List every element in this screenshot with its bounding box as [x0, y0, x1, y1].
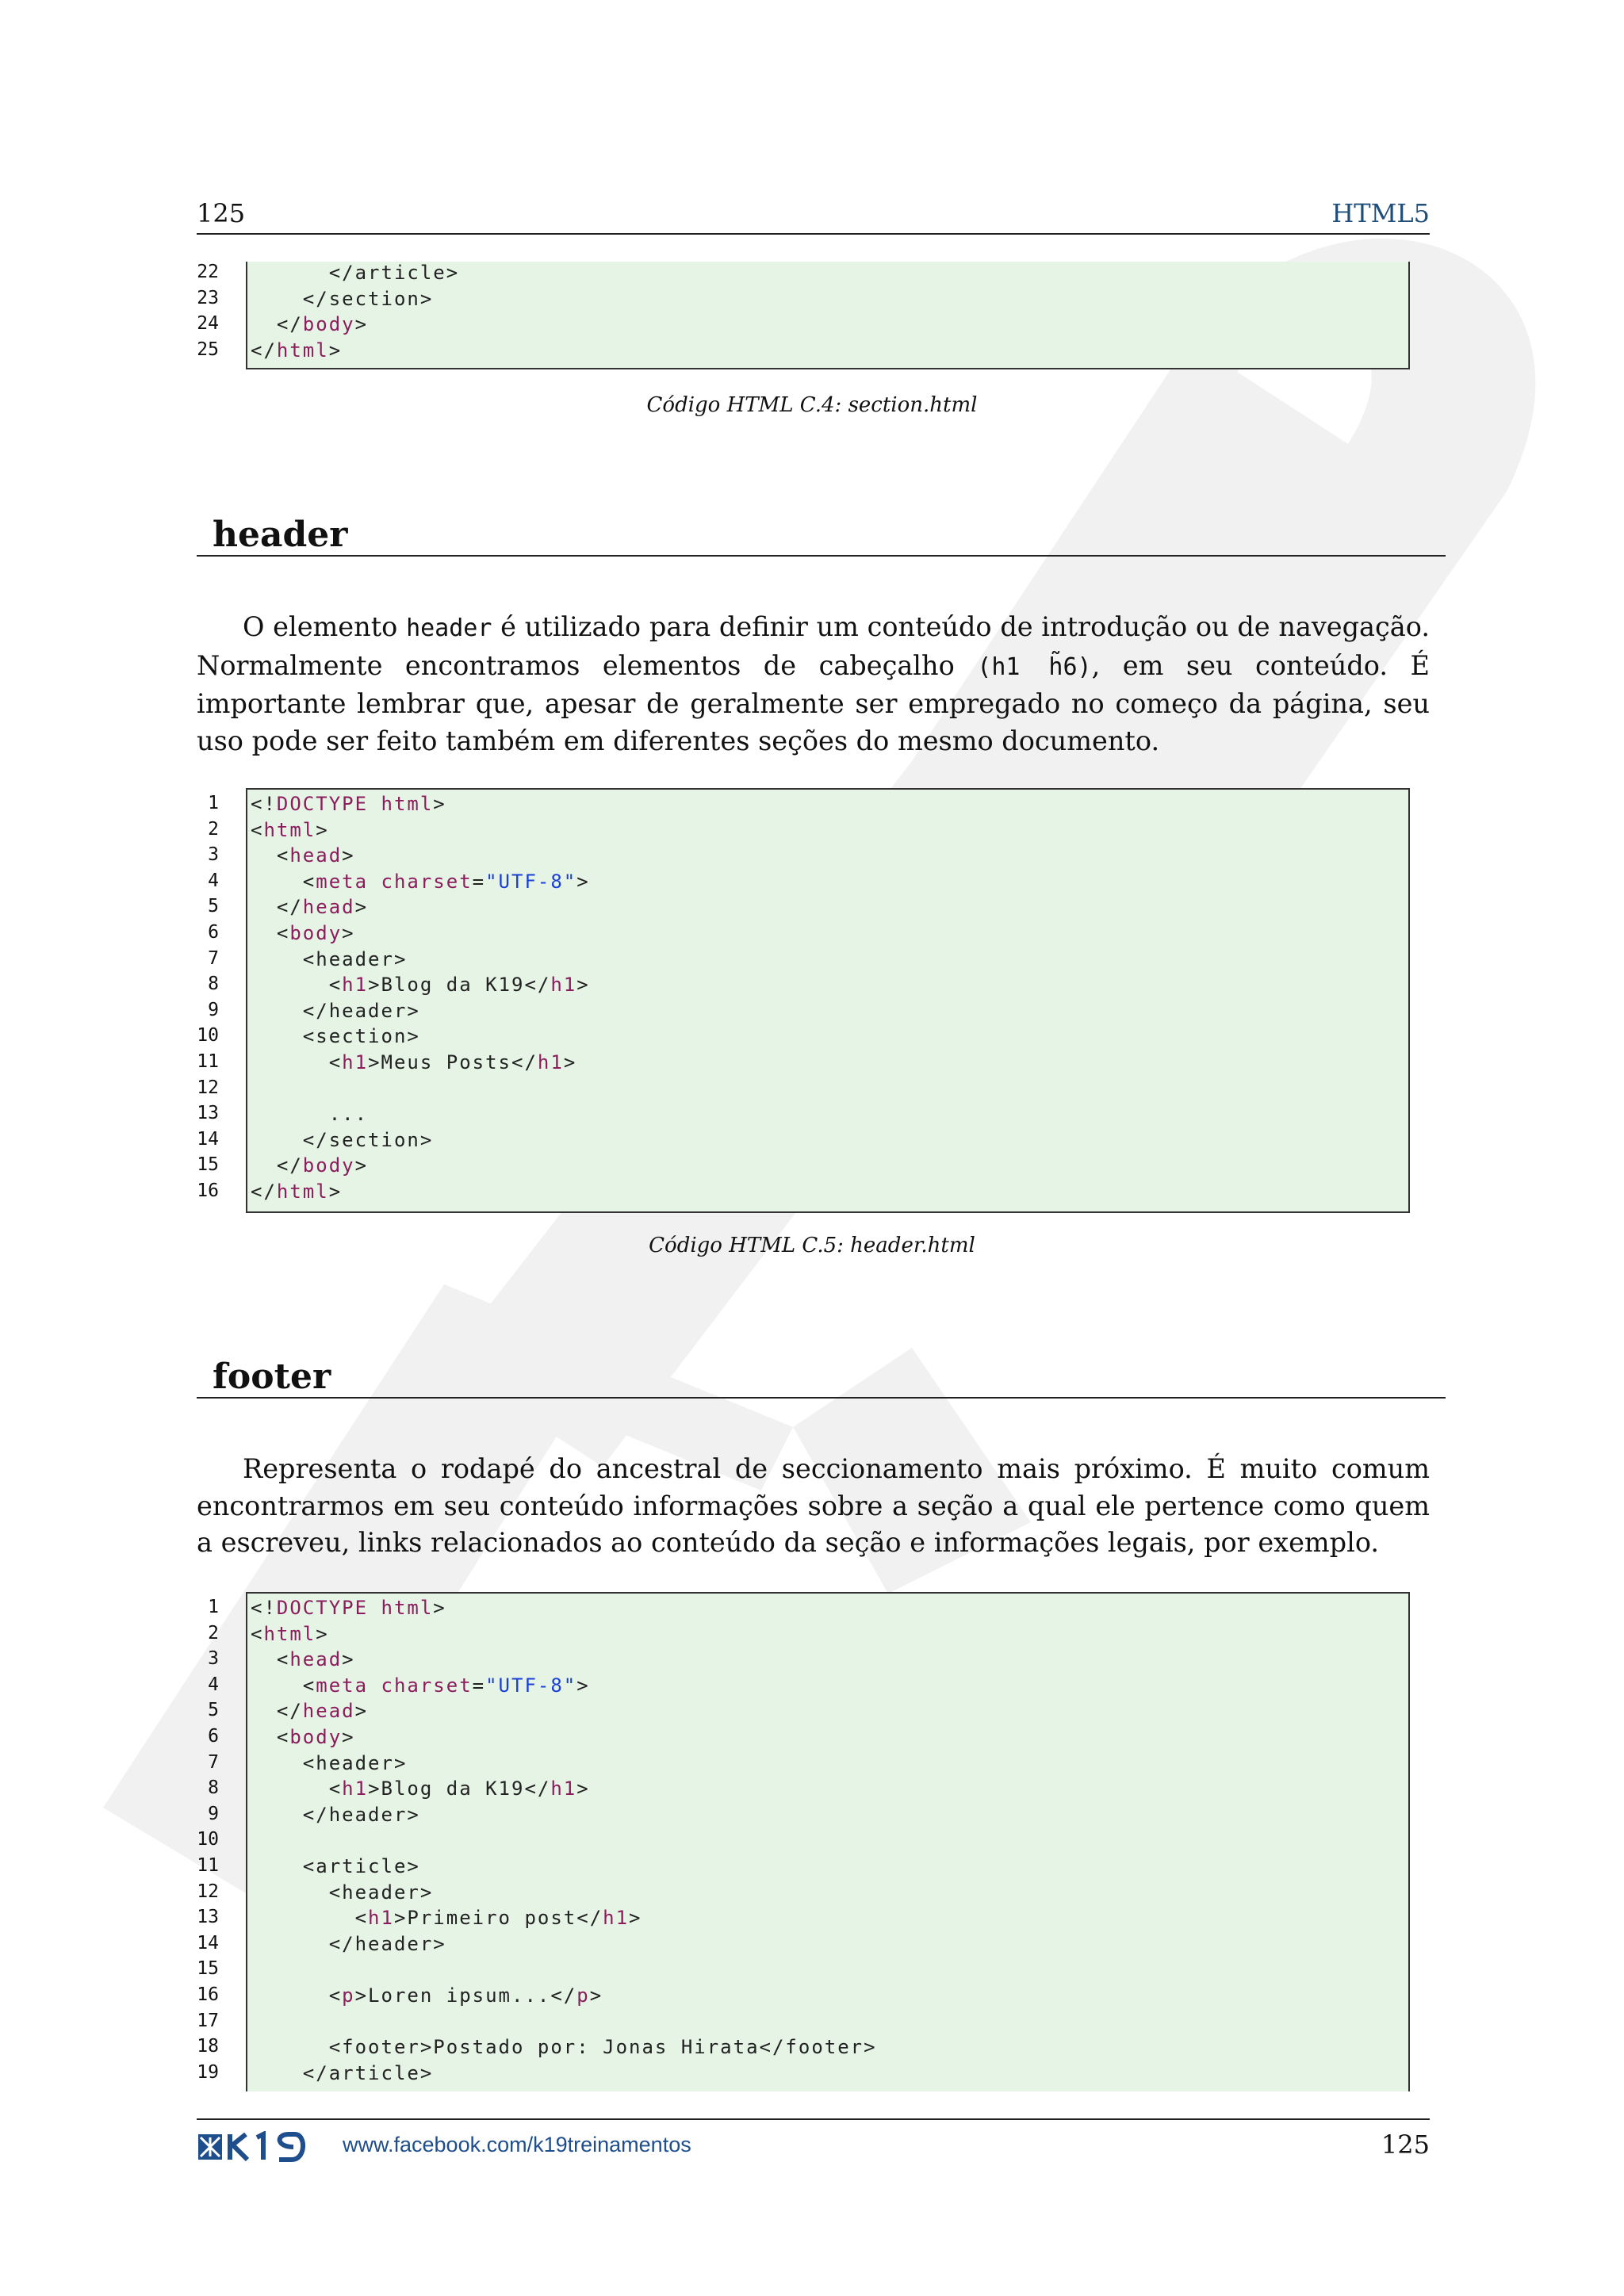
code-keyword: body	[302, 313, 355, 336]
code-plain: >	[576, 1777, 590, 1800]
code-keyword: head	[302, 896, 355, 919]
code-caption-header: Código HTML C.5: header.html	[649, 1234, 975, 1257]
code-text	[251, 819, 329, 841]
code-plain: >	[354, 896, 369, 919]
code-text	[251, 974, 590, 996]
line-number: 1	[208, 793, 219, 813]
code-line	[197, 1103, 1410, 1129]
code-plain: >	[576, 974, 590, 997]
code-plain: >	[328, 339, 343, 362]
code-text	[251, 1648, 355, 1670]
code-text	[251, 1726, 355, 1748]
para-text: Representa o rodapé do ancestral de seccionamento mais próximo. É muito comum encontrarmos em seu conteúdo informações sobre a seção a qual ele pertence como quem a escreveu, links relacionados ao conteúdo da seção e informações legais, por exemplo.	[197, 1453, 1430, 1558]
section-title-header	[197, 512, 1446, 557]
code-line	[197, 819, 1410, 845]
code-plain: </	[251, 1700, 303, 1723]
line-number: 8	[208, 1777, 219, 1799]
section-heading: footer	[213, 1357, 331, 1397]
code-line	[197, 1648, 1410, 1674]
code-plain: >	[316, 1622, 329, 1645]
line-number: 15	[197, 1154, 219, 1176]
code-text	[251, 1623, 329, 1645]
code-line	[197, 1025, 1410, 1051]
code-line	[197, 1804, 1410, 1830]
code-line	[197, 896, 1410, 922]
code-plain: <	[251, 1622, 264, 1645]
code-plain: >	[354, 1700, 369, 1723]
line-number: 13	[197, 1907, 219, 1928]
line-number: 14	[197, 1932, 219, 1954]
line-number: 7	[208, 947, 219, 969]
code-text	[251, 1984, 603, 2007]
line-number: 6	[208, 922, 219, 943]
code-plain: >	[316, 818, 329, 841]
code-plain: <header>	[251, 1751, 408, 1774]
line-number: 13	[197, 1103, 219, 1124]
code-line	[197, 1855, 1410, 1881]
code-line	[197, 948, 1410, 974]
code-plain: <	[251, 1777, 343, 1800]
code-keyword: html	[276, 1181, 329, 1203]
code-plain: <	[251, 844, 290, 867]
code-text	[251, 871, 590, 893]
para-text: , em seu conteúdo. É importante lembrar que, apesar de geralmente ser empregado no começo da página, seu uso pode ser feito também em diferentes seções do mesmo documento.	[197, 649, 1431, 756]
code-text	[251, 1700, 368, 1722]
code-keyword: head	[289, 1648, 343, 1671]
code-line	[197, 922, 1410, 948]
code-plain: </header>	[251, 1932, 446, 1955]
code-plain: <section>	[251, 1025, 420, 1048]
code-line	[197, 262, 1410, 288]
code-text	[251, 1777, 590, 1800]
code-text	[251, 922, 355, 944]
code-line	[197, 1700, 1410, 1726]
line-number: 5	[208, 1700, 219, 1721]
line-number: 12	[197, 1881, 219, 1902]
line-number: 8	[208, 974, 219, 995]
line-number: 2	[208, 1622, 219, 1644]
code-plain: >	[342, 1648, 355, 1671]
code-line	[197, 1933, 1410, 1959]
code-plain: <	[251, 870, 316, 893]
code-text	[251, 1933, 446, 1955]
inline-code: header	[406, 614, 492, 642]
code-plain: <	[251, 1907, 369, 1930]
code-line	[197, 1181, 1410, 1207]
code-line	[197, 844, 1410, 871]
line-number: 15	[197, 1958, 219, 1980]
code-text	[251, 1051, 576, 1073]
line-number: 5	[208, 896, 219, 917]
code-plain: </	[251, 1181, 277, 1203]
code-text	[251, 1025, 420, 1047]
code-line	[197, 1051, 1410, 1077]
line-number: 24	[197, 313, 219, 335]
code-line	[197, 871, 1410, 897]
code-text	[251, 339, 342, 362]
code-plain: <	[251, 1648, 290, 1671]
code-plain: ...	[251, 1103, 369, 1126]
code-text	[251, 896, 368, 918]
code-plain: </	[251, 1154, 303, 1177]
section-title-footer	[197, 1354, 1446, 1399]
header-page-number: 125	[197, 198, 246, 228]
code-plain: >	[563, 1051, 577, 1073]
code-plain: </section>	[251, 1128, 434, 1151]
code-keyword: DOCTYPE html	[276, 793, 434, 815]
footer-rule	[197, 2118, 1430, 2120]
code-plain: >	[328, 1181, 343, 1203]
code-plain: <	[251, 922, 290, 944]
code-plain: >Blog da K19</	[368, 1777, 551, 1800]
code-line	[197, 288, 1410, 314]
code-text	[251, 1804, 420, 1826]
code-plain: </article>	[251, 262, 460, 284]
code-plain: >Loren ipsum...</	[354, 1984, 577, 2007]
code-line	[197, 1984, 1410, 2011]
line-number: 2	[208, 818, 219, 840]
code-plain: <footer>Postado por: Jonas Hirata</footer>	[251, 2036, 877, 2059]
code-keyword: DOCTYPE html	[276, 1597, 434, 1619]
code-line	[197, 2062, 1410, 2088]
code-plain: </header>	[251, 999, 420, 1022]
code-text	[251, 1154, 368, 1177]
line-number: 3	[208, 1648, 219, 1670]
k19-logo-icon	[197, 2131, 324, 2163]
code-block-footer-html	[197, 1592, 1410, 2091]
code-plain: >	[433, 793, 446, 815]
line-number: 25	[197, 339, 219, 360]
line-number: 11	[197, 1051, 219, 1072]
code-keyword: html	[276, 339, 329, 362]
code-block-section-html	[197, 262, 1410, 369]
code-plain: >	[342, 844, 355, 867]
code-block-header-html	[197, 788, 1410, 1213]
line-number: 14	[197, 1128, 219, 1150]
line-number: 10	[197, 1025, 219, 1047]
code-text	[251, 1881, 433, 1904]
code-plain: >	[589, 1984, 603, 2007]
code-keyword: h1	[342, 1777, 369, 1800]
line-number: 10	[197, 1829, 219, 1850]
code-plain: =	[472, 870, 486, 893]
code-text	[251, 1907, 642, 1929]
code-line	[197, 793, 1410, 819]
code-plain: >	[342, 1726, 355, 1748]
code-line	[197, 1597, 1410, 1623]
code-line	[197, 1000, 1410, 1026]
code-keyword: head	[302, 1700, 355, 1723]
running-header	[197, 197, 1430, 235]
code-line	[197, 974, 1410, 1000]
code-plain: >	[576, 1674, 590, 1697]
code-line	[197, 1777, 1410, 1804]
code-keyword: h1	[537, 1051, 564, 1073]
code-keyword: body	[289, 1726, 343, 1748]
line-number: 9	[208, 1803, 219, 1824]
code-text	[251, 1000, 420, 1022]
code-text	[251, 1181, 342, 1203]
line-number: 12	[197, 1077, 219, 1098]
line-number: 11	[197, 1855, 219, 1876]
code-line	[197, 313, 1410, 339]
code-text	[251, 1597, 446, 1619]
code-plain: >	[433, 1597, 446, 1619]
code-line	[197, 2011, 1410, 2037]
code-line	[197, 1154, 1410, 1181]
code-keyword: meta charset	[316, 870, 473, 893]
code-keyword: p	[576, 1984, 590, 2007]
inline-code: (h1 h̃6)	[977, 652, 1092, 681]
code-string: "UTF-8"	[485, 870, 577, 893]
para-text: é utilizado para definir um conteúdo de introdução ou de navegação. Normalmente encontramos elementos de cabeçalho	[197, 611, 1430, 681]
code-keyword: h1	[550, 974, 577, 997]
code-keyword: h1	[368, 1907, 394, 1930]
code-text	[251, 948, 407, 970]
code-text	[251, 2036, 877, 2058]
line-number: 16	[197, 1181, 219, 1201]
code-line	[197, 1623, 1410, 1649]
code-keyword: h1	[342, 974, 369, 997]
code-plain: <	[251, 1726, 290, 1748]
code-text	[251, 1855, 420, 1877]
code-keyword: head	[289, 844, 343, 867]
code-line	[197, 1752, 1410, 1778]
code-line	[197, 339, 1410, 365]
code-text	[251, 793, 446, 815]
code-plain: </	[251, 896, 303, 919]
code-line	[197, 1726, 1410, 1752]
code-keyword: body	[289, 922, 343, 944]
code-plain: >	[354, 313, 369, 336]
section-heading: header	[213, 515, 348, 555]
code-keyword: html	[263, 1622, 316, 1645]
line-number: 17	[197, 2010, 219, 2031]
line-number: 18	[197, 2036, 219, 2057]
footer-link[interactable]: www.facebook.com/k19treinamentos	[343, 2133, 691, 2156]
code-keyword: html	[263, 818, 316, 841]
code-line	[197, 1674, 1410, 1701]
code-text	[251, 844, 355, 867]
code-keyword: h1	[342, 1051, 369, 1073]
code-plain: <header>	[251, 947, 408, 970]
code-plain: =	[472, 1674, 486, 1697]
code-caption-section: Código HTML C.4: section.html	[646, 393, 978, 417]
paragraph-footer	[197, 1451, 1430, 1562]
code-line	[197, 1881, 1410, 1908]
code-line	[197, 1958, 1410, 1984]
code-plain: <article>	[251, 1855, 420, 1877]
code-keyword: h1	[550, 1777, 577, 1800]
line-number: 7	[208, 1751, 219, 1773]
paragraph-header	[197, 609, 1430, 760]
line-number: 19	[197, 2061, 219, 2083]
line-number: 6	[208, 1726, 219, 1747]
line-number: 4	[208, 1674, 219, 1695]
code-text	[251, 1674, 590, 1697]
code-plain: <!	[251, 1597, 277, 1619]
code-plain: <	[251, 818, 264, 841]
code-keyword: body	[302, 1154, 355, 1177]
code-line	[197, 1077, 1410, 1104]
code-plain: <	[251, 1674, 316, 1697]
para-text: O elemento	[243, 611, 407, 642]
code-plain: >	[576, 870, 590, 893]
code-plain: </	[251, 313, 303, 336]
code-plain: <header>	[251, 1881, 434, 1904]
code-line	[197, 1829, 1410, 1855]
code-text	[251, 313, 368, 335]
code-plain: </article>	[251, 2061, 434, 2084]
code-plain: </	[251, 339, 277, 362]
code-plain: </header>	[251, 1803, 420, 1826]
line-number: 1	[208, 1597, 219, 1617]
code-plain: >Primeiro post</	[393, 1907, 603, 1930]
code-text	[251, 262, 459, 284]
code-plain: >Blog da K19</	[368, 974, 551, 997]
code-keyword: h1	[603, 1907, 630, 1930]
line-number: 3	[208, 844, 219, 866]
code-string: "UTF-8"	[485, 1674, 577, 1697]
line-number: 22	[197, 262, 219, 282]
line-number: 23	[197, 287, 219, 308]
code-plain: <	[251, 1051, 343, 1073]
code-line	[197, 2036, 1410, 2062]
code-keyword: meta charset	[316, 1674, 473, 1697]
code-text	[251, 1752, 407, 1774]
code-plain: >	[342, 922, 355, 944]
code-line	[197, 1129, 1410, 1155]
code-text	[251, 2062, 433, 2084]
code-plain: </section>	[251, 287, 434, 310]
footer-page-number: 125	[1381, 2130, 1430, 2160]
line-number: 9	[208, 999, 219, 1020]
code-plain: <	[251, 974, 343, 997]
code-plain: >	[629, 1907, 642, 1930]
code-line	[197, 1907, 1410, 1933]
code-text	[251, 1129, 433, 1151]
line-number: 4	[208, 870, 219, 891]
line-number: 16	[197, 1984, 219, 2005]
code-text	[251, 1103, 368, 1125]
code-text	[251, 288, 433, 310]
code-plain: >	[354, 1154, 369, 1177]
code-keyword: p	[342, 1984, 355, 2007]
header-chapter-title: HTML5	[1331, 198, 1430, 228]
code-plain: <!	[251, 793, 277, 815]
code-plain: <	[251, 1984, 343, 2007]
code-plain: >Meus Posts</	[368, 1051, 538, 1073]
